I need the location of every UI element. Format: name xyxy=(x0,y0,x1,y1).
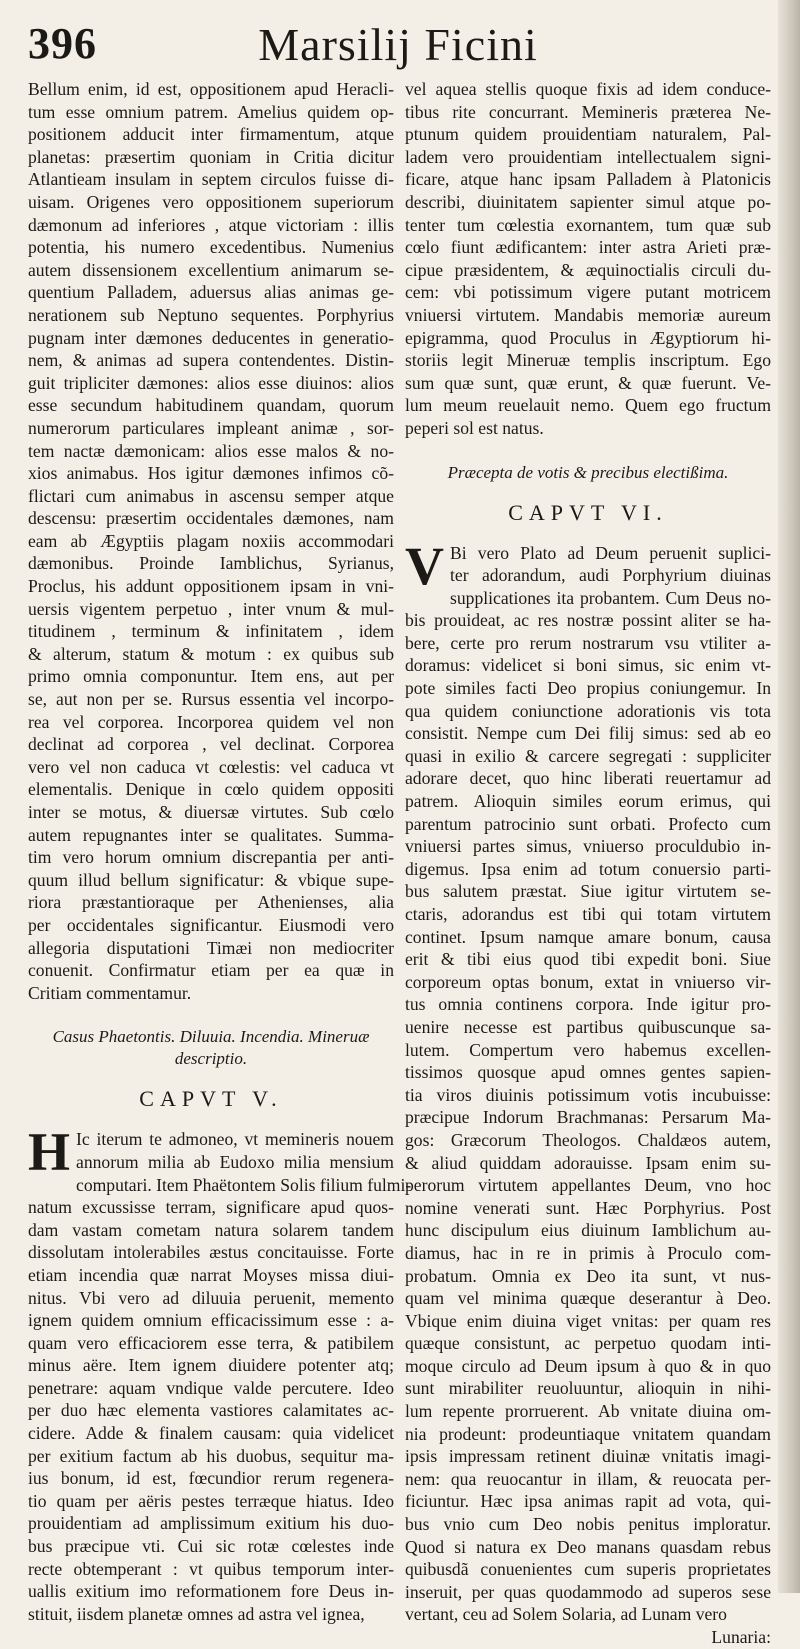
page-header xyxy=(28,18,768,76)
text-line: dam vastam cometam natura solarem tandem xyxy=(28,1219,394,1240)
section-title-casus-line-1: Casus Phaetontis. Diluuia. Incendia. Mineruæ xyxy=(52,1027,370,1047)
text-line: Ic iterum te admoneo, vt memineris nouem xyxy=(76,1129,394,1150)
text-line: allegoria disputationi Timæi non mediocriter xyxy=(28,937,394,958)
text-line: inseruit, per quas quodammodo ad superos sese xyxy=(405,1581,771,1602)
right-paragraph-1 xyxy=(405,78,771,440)
text-line: parentum patrocinio sunt orbati. Profecto cum xyxy=(405,813,771,834)
text-line: tim vero horum omnium discrepantia per anti- xyxy=(28,847,394,868)
text-line: cem: vbi potissimum vigere putant motricem xyxy=(405,282,771,303)
text-line: penetrare: aquam vndique valde percutere. Ideo xyxy=(28,1377,394,1398)
text-line: guit tripliciter dæmones: alios esse diuinos: alios xyxy=(28,372,394,393)
text-line: per duo hæc elementa vastiores calamitates ac- xyxy=(28,1400,394,1421)
text-line: positionem adducit inter firmamentum, atque xyxy=(28,124,394,145)
text-line: vniuersi partes simus, vniuerso proculdubio in- xyxy=(405,836,771,857)
chapter-heading-v: CAPVT V. xyxy=(139,1086,283,1112)
catchword: Lunaria: xyxy=(711,1627,771,1647)
text-line: tus omnia continens corpora. Inde igitur pro- xyxy=(405,994,771,1015)
running-title: Marsilij Ficini xyxy=(258,19,538,70)
text-line: patrem. Alioquin similes eorum erimus, qui xyxy=(405,791,771,812)
section-title-praecepta: Præcepta de votis & precibus electißima. xyxy=(447,462,729,482)
text-line: gos: Græcorum Theologos. Chaldæos autem, xyxy=(405,1129,771,1150)
text-line: Atlantieam insulam in septem circulos fuisse di- xyxy=(28,169,394,190)
text-line: autem dissensionem excellentium animarum se- xyxy=(28,259,394,280)
text-line: flictari cum animabus in ascensu semper atque xyxy=(28,485,394,506)
text-line: continet. Ipsum namque amare bonum, causa xyxy=(405,926,771,947)
text-line: adorare decet, quo hinc liberati reuertamur ad xyxy=(405,768,771,789)
text-line: dæmonibus. Proinde Iamblichus, Syrianus, xyxy=(28,553,394,574)
page-number: 396 xyxy=(28,19,97,68)
left-paragraph-2-block xyxy=(28,1122,412,1625)
text-line: lum meum reuelauit nemo. Quem ego fructum xyxy=(405,395,771,416)
text-line: bis prouideat, ac res nostræ possint aliter se ha- xyxy=(405,610,771,631)
text-line: moque circulo ad Deum ipsum à quo & in quo xyxy=(405,1355,771,1376)
text-line: storiis legit Mineruæ templis inscriptum. Ego xyxy=(405,350,771,371)
text-line: prouidentiam ad amplissimum exitium his duo- xyxy=(28,1513,394,1534)
text-line: bus vnio cum Deo nobis penitus imploratur. xyxy=(405,1514,771,1535)
text-line: erit & tibi eius quod tibi expedit boni. Siue xyxy=(405,949,771,970)
text-line: ipsis impressam retinent diuinæ vnitatis imagi- xyxy=(405,1446,771,1467)
text-line: vel aquea stellis quoque fixis ad idem conduce- xyxy=(405,79,771,99)
text-line: qua quidem coniunctione adorationis vis tota xyxy=(405,700,771,721)
text-line: nomine venerati sunt. Hæc Porphyrius. Post xyxy=(405,1197,771,1218)
text-line: tem nactæ dæmonicam: alios esse malos & no- xyxy=(28,440,394,461)
text-line: stituit, iisdem planetæ omnes ad astra vel ignea, xyxy=(28,1603,365,1624)
text-line: natum excussisse terram, significare apud quos- xyxy=(28,1197,394,1218)
text-line: nem, & animas ad supera contendentes. Distin- xyxy=(28,350,394,371)
text-line: Vbique enim diuina viget vnitas: per quam res xyxy=(405,1310,771,1331)
left-column xyxy=(28,78,412,1625)
text-line: dissolutam intolerabiles æstus concitauisse. Forte xyxy=(28,1242,394,1263)
text-line: pote similes facti Deo propius coniungemur. In xyxy=(405,678,771,699)
text-line: rea vel corporea. Incorporea quidem vel non xyxy=(28,711,394,732)
text-line: perorum virtutem appellantes Deum, vno hoc xyxy=(405,1175,771,1196)
text-line: ladem vero prouidentiam intellectualem signi- xyxy=(405,146,771,167)
text-line: eam ab Ægyptiis plagam noxiis accommodari xyxy=(28,530,394,551)
text-line: nia prodeunt: prodeuntiaque vnitatem quandam xyxy=(405,1423,771,1444)
text-line: quentium Palladem, aduersus alias animas ge- xyxy=(28,282,394,303)
text-line: corporeum optas bonum, extat in vniuerso vir- xyxy=(405,971,771,992)
chapter-heading-vi: CAPVT VI. xyxy=(508,499,668,525)
text-line: Proclus, his addunt oppositionem ipsam in vni- xyxy=(28,576,394,597)
text-line: dæmonum ad inferiores , atque victoriam : illis xyxy=(28,214,394,235)
text-line: quam vero efficaciorem esse terra, & patibilem xyxy=(28,1332,394,1353)
text-line: declinat ad corporea , vel declinat. Corporea xyxy=(28,734,394,755)
text-line: hunc discipulum eius diuinum Iamblichum au- xyxy=(405,1220,771,1241)
text-line: primo omnia componuntur. Item ens, aut per xyxy=(28,666,394,687)
text-line: xios animabus. Hos igitur dæmones infimos cõ- xyxy=(28,463,394,484)
text-line: tia viros diuinis potissimum votis incubuisse: xyxy=(405,1084,771,1105)
text-line: Bellum enim, id est, oppositionem apud Heracli- xyxy=(28,79,394,99)
text-line: esse secundum habitudinem quandam, quorum xyxy=(28,395,394,416)
text-line: riora præstantioraque per Athenienses, alia xyxy=(28,892,394,913)
text-line: recte obtemperant : vt quibus temporum inter- xyxy=(28,1558,394,1579)
text-line: epigramma, quod Proculus in Ægyptiorum hi- xyxy=(405,327,771,348)
left-paragraph-2 xyxy=(28,1122,412,1625)
text-line: tenter tum cœlestia exornantem, tum quæ sub xyxy=(405,214,771,235)
text-line: uersis vigentem perpetuo , inter vnum & mul- xyxy=(28,598,394,619)
text-line: & alterum, statum & motum : ex quibus sub xyxy=(28,643,394,664)
text-line: sum quæ sunt, quæ erunt, & quæ fuerunt. Ve- xyxy=(405,372,771,393)
text-line: elementalis. Denique in cœlo quidem oppositi xyxy=(28,779,394,800)
text-line: Critiam commentamur. xyxy=(28,982,192,1003)
text-line: bere, certe pro rerum nostrarum vsu vtiliter a- xyxy=(405,632,771,653)
text-line: digemus. Ipsa enim ad totum conuersio parti- xyxy=(405,858,771,879)
text-line: doramus: videlicet si boni simus, sic enim vt- xyxy=(405,655,771,676)
text-line: tum esse omnium patrem. Amelius quidem op- xyxy=(28,101,394,122)
text-line: cœlo fiunt ædificantem: inter astra Arieti præ- xyxy=(405,237,771,258)
text-line: tio quam per aëris pestes terræque hiatus. Ideo xyxy=(28,1490,394,1511)
text-line: cidere. Adde & finalem causam: quia videlicet xyxy=(28,1423,394,1444)
text-line: lum repente prorruerent. Ab vnitate diuina om- xyxy=(405,1401,771,1422)
text-line: annorum milia ab Eudoxo milia mensium xyxy=(76,1151,394,1172)
text-line: titudinem , terminum & infinitatem , idem xyxy=(28,621,394,642)
right-column xyxy=(405,78,771,1649)
text-line: nem: qua reuocantur in illam, & reuocata per- xyxy=(405,1468,771,1489)
text-line: nitus. Vbi vero ad diluuia peruenit, memento xyxy=(28,1287,394,1308)
text-line: etiam incendia quæ narrat Moyses missa diui- xyxy=(28,1264,394,1285)
text-line: pugnam inter dæmones deducentes in generatio- xyxy=(28,327,394,348)
text-line: diamus, hac in re in primis à Proculo com- xyxy=(405,1242,771,1263)
text-line: uenire necesse est partibus quibuscunque sa- xyxy=(405,1016,771,1037)
text-line: bus salutem præstat. Siue igitur virtutem se- xyxy=(405,881,771,902)
text-line: sunt mirabiliter reuoluuntur, alioquin in nihi- xyxy=(405,1378,771,1399)
text-line: peperi sol est natus. xyxy=(405,417,544,438)
left-paragraph-1 xyxy=(28,78,394,1004)
text-line: uisam. Origenes vero oppositionem superiorum xyxy=(28,191,394,212)
text-line: tibus rite concurrant. Memineris præterea Ne- xyxy=(405,101,771,122)
text-line: se, aut non per se. Rursus essentia vel incorpo- xyxy=(28,689,394,710)
text-line: quam vel minima quæque deserantur à Deo. xyxy=(405,1288,771,1309)
text-line: potentia, his numero excedentibus. Numenius xyxy=(28,237,394,258)
text-line: supplicationes ita probantem. Cum Deus no- xyxy=(450,587,771,608)
text-line: præcipue Indorum Brachmanas: Persarum Ma- xyxy=(405,1107,771,1128)
text-line: describi, diuinitatem sapienter simul atque po- xyxy=(405,191,771,212)
text-line: nerationem sub Neptuno sequentes. Porphyrius xyxy=(28,304,394,325)
text-line: planetas: præsertim quoniam in Critia dicitur xyxy=(28,146,394,167)
text-line: descensu: præsertim occidentales dæmones, nam xyxy=(28,508,394,529)
right-paragraph-2-block xyxy=(405,535,771,1627)
text-line: Quod si natura ex Deo manans quasdam rebus xyxy=(405,1536,771,1557)
text-line: quibusdã conuenientes cum superis proprietates xyxy=(405,1559,771,1580)
text-line: ius bonum, id est, fœcundior rerum regenera- xyxy=(28,1468,394,1489)
text-line: conuenit. Confirmatur etiam per ea quæ in xyxy=(28,960,394,981)
text-line: inter se motus, & diuersæ virtutes. Sub cœlo xyxy=(28,802,394,822)
text-line: bus præcipue vti. Cui sic rotæ cœlestes inde xyxy=(28,1536,394,1557)
section-title-casus-line-2: descriptio. xyxy=(174,1049,248,1069)
text-line: Bi vero Plato ad Deum peruenit suplici- xyxy=(450,542,771,563)
text-line: ter adorandum, audi Porphyrium diuinas xyxy=(450,565,771,586)
text-line: vero vel non caduca vt cœlestis: vel caduca vt xyxy=(28,756,394,777)
text-line: vniuersi virtutem. Mandabis memoriæ aureum xyxy=(405,304,771,325)
text-line: ficare, atque hanc ipsam Palladem à Platonicis xyxy=(405,169,771,190)
page-edge xyxy=(778,0,800,1593)
dropcap-h: H xyxy=(28,1122,71,1183)
text-line: cipue præsidentem, & æquinoctialis circuli du- xyxy=(405,259,771,280)
text-line: consistit. Nempe cum Dei filij simus: sed ab eo xyxy=(405,723,771,744)
text-line: ficiuntur. Hæc ipsa animas rapit ad vota, qui- xyxy=(405,1491,771,1512)
text-line: computari. Item Phaëtontem Solis filium fulmi- xyxy=(76,1174,412,1195)
text-line: probatum. Omnia ex Deo ita sunt, vt nus- xyxy=(405,1265,771,1286)
text-line: ptunum quidem prouidentiam naturalem, Pal- xyxy=(405,124,771,145)
text-line: ignem quidem omnium efficacissimum esse : a- xyxy=(28,1310,394,1331)
text-line: per exitium factum ab his duobus, sequitur ma- xyxy=(28,1445,394,1466)
text-line: per occidentales significantur. Eiusmodi vero xyxy=(28,914,394,935)
text-line: tissimos quosque apud omnes gentes sapien- xyxy=(405,1062,771,1083)
text-line: autem repugnantes inter se qualitates. Summa- xyxy=(28,824,394,845)
text-line: minus aëre. Item ignem diuidere potenter atq; xyxy=(28,1355,394,1376)
text-line: & aliud quiddam adorauisse. Ipsam enim su- xyxy=(405,1152,771,1173)
text-line: quum illud bellum significatur: & vbique supe- xyxy=(28,869,394,890)
dropcap-v: V xyxy=(405,535,444,596)
text-line: vertant, ceu ad Solem Solaria, ad Lunam vero xyxy=(405,1604,727,1625)
right-paragraph-2 xyxy=(405,535,771,1627)
text-line: numerorum particulares impleant animæ , sor- xyxy=(28,417,394,438)
text-line: quæque consistunt, ac perpetuo quodam inti- xyxy=(405,1333,771,1354)
text-line: ctaris, adorandus est tibi qui totam virtutem xyxy=(405,904,771,924)
text-line: lutem. Compertum vero habemus excellen- xyxy=(405,1039,771,1060)
text-line: uallis exitium imo reformationem fore Deus in- xyxy=(28,1581,394,1602)
text-line: quasi in exilio & carcere segregati : suppliciter xyxy=(405,745,771,766)
